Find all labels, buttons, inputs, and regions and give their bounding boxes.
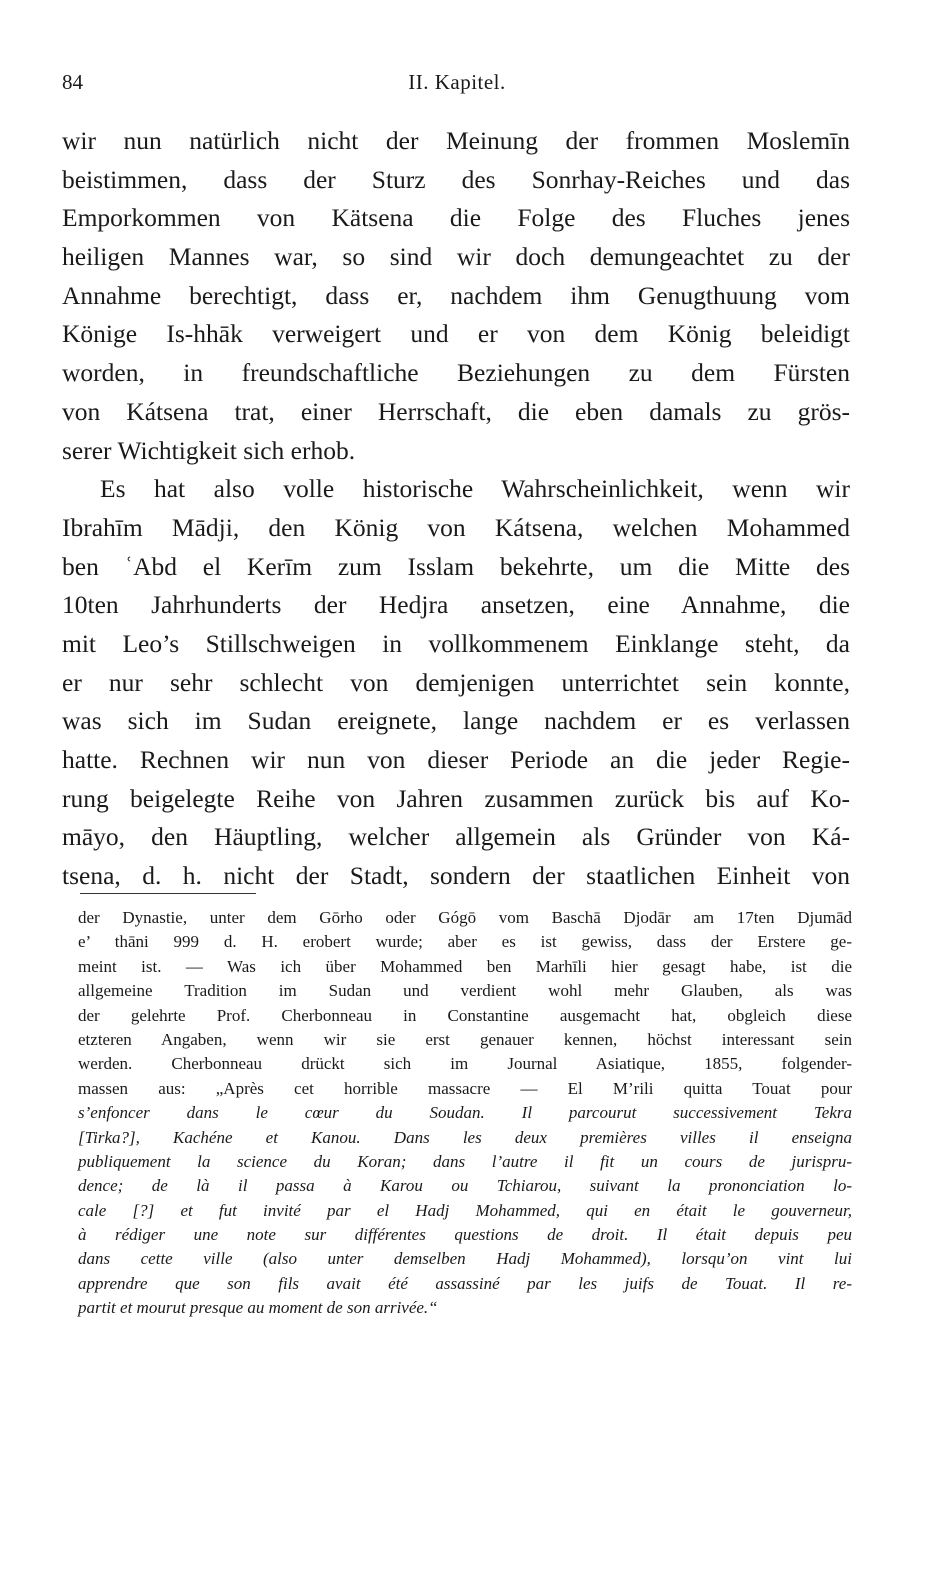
text-line: hatte. Rechnen wir nun von dieser Periode an die jeder Regie- xyxy=(62,745,850,774)
text-line: was sich im Sudan ereignete, lange nachdem er es verlassen xyxy=(62,706,850,736)
text-line: Emporkommen von Kätsena die Folge des Fluches jenes xyxy=(62,203,850,233)
text-line: worden, in freundschaftliche Beziehungen zu dem Fürsten xyxy=(62,358,850,388)
text-line: Ibrahīm Mādji, den König von Kátsena, welchen Mohammed xyxy=(62,512,850,542)
footnote-line: werden. Cherbonneau drückt sich im Journal Asiatique, 1855, folgender- xyxy=(78,1054,852,1074)
text-line: tsena, d. h. nicht der Stadt, sondern der staatlichen Einheit von xyxy=(62,861,850,891)
text-line: von Kátsena trat, einer Herrschaft, die eben damals zu grös- xyxy=(62,396,850,426)
footnote-line: etzteren Angaben, wenn wir sie erst genauer kennen, höchst interessant sein xyxy=(78,1029,852,1049)
footnote-divider xyxy=(80,893,256,894)
text-line: wir nun natürlich nicht der Meinung der frommen Moslemīn xyxy=(62,126,850,155)
footnote-line: der Dynastie, unter dem Gōrho oder Gógō vom Baschā Djodār am 17ten Djumād xyxy=(78,908,852,927)
text-line: serer Wichtigkeit sich erhob. xyxy=(62,435,356,465)
footnote-line: massen aus: „Après cet horrible massacre — El M’rili quitta Touat pour xyxy=(78,1078,852,1098)
footnote-line: s’enfoncer dans le cœur du Soudan. Il parcourut successivement Tekra xyxy=(78,1103,852,1123)
footnotes xyxy=(78,906,852,1321)
footnote-line: cale [?] et fut invité par el Hadj Mohammed, qui en était le gouverneur, xyxy=(78,1200,852,1220)
text-line: Es hat also volle historische Wahrscheinlichkeit, wenn wir xyxy=(100,474,850,504)
footnote-line: [Tirka?], Kachéne et Kanou. Dans les deux premières villes il enseigna xyxy=(78,1127,852,1147)
running-head: II. Kapitel. xyxy=(408,70,506,94)
footnote-line: meint ist. — Was ich über Mohammed ben Marhīli hier gesagt habe, ist die xyxy=(78,956,852,976)
text-line: beistimmen, dass der Sturz des Sonrhay-Reiches und das xyxy=(62,164,850,194)
footnote-line: allgemeine Tradition im Sudan und verdient wohl mehr Glauben, als was xyxy=(78,981,852,1001)
footnote-line: à rédiger une note sur différentes questions de droit. Il était depuis peu xyxy=(78,1225,852,1245)
text-line: mit Leo’s Stillschweigen in vollkommenem Einklange steht, da xyxy=(62,628,850,658)
page-number: 84 xyxy=(62,70,83,94)
text-line: heiligen Mannes war, so sind wir doch demungeachtet zu der xyxy=(62,242,850,272)
main-text xyxy=(62,122,850,896)
text-line: Könige Is-hhāk verweigert und er von dem König beleidigt xyxy=(62,319,850,349)
text-line: 10ten Jahrhunderts der Hedjra ansetzen, eine Annahme, die xyxy=(62,590,850,620)
text-line: Annahme berechtigt, dass er, nachdem ihm Genugthuung vom xyxy=(62,280,850,310)
text-line: rung beigelegte Reihe von Jahren zusammen zurück bis auf Ko- xyxy=(62,783,850,813)
footnote-line: der gelehrte Prof. Cherbonneau in Constantine ausgemacht hat, obgleich diese xyxy=(78,1005,852,1025)
footnote-line: dans cette ville (also unter demselben Hadj Mohammed), lorsqu’on vint lui xyxy=(78,1249,852,1269)
footnote-line: dence; de là il passa à Karou ou Tchiarou, suivant la prononciation lo- xyxy=(78,1176,852,1196)
footnote-line: e’ thāni 999 d. H. erobert wurde; aber es ist gewiss, dass der Erstere ge- xyxy=(78,932,852,952)
page-header xyxy=(62,70,852,100)
text-line: ben ʿAbd el Kerīm zum Isslam bekehrte, um die Mitte des xyxy=(62,551,850,581)
footnote-line: publiquement la science du Koran; dans l’autre il fit un cours de jurispru- xyxy=(78,1151,852,1171)
text-line: er nur sehr schlecht von demjenigen unterrichtet sein konnte, xyxy=(62,667,850,697)
footnote-line: apprendre que son fils avait été assassiné par les juifs de Touat. Il re- xyxy=(78,1273,852,1293)
footnote-line: partit et mourut presque au moment de son arrivée.“ xyxy=(78,1298,438,1318)
text-line: māyo, den Häuptling, welcher allgemein als Gründer von Ká- xyxy=(62,822,850,852)
